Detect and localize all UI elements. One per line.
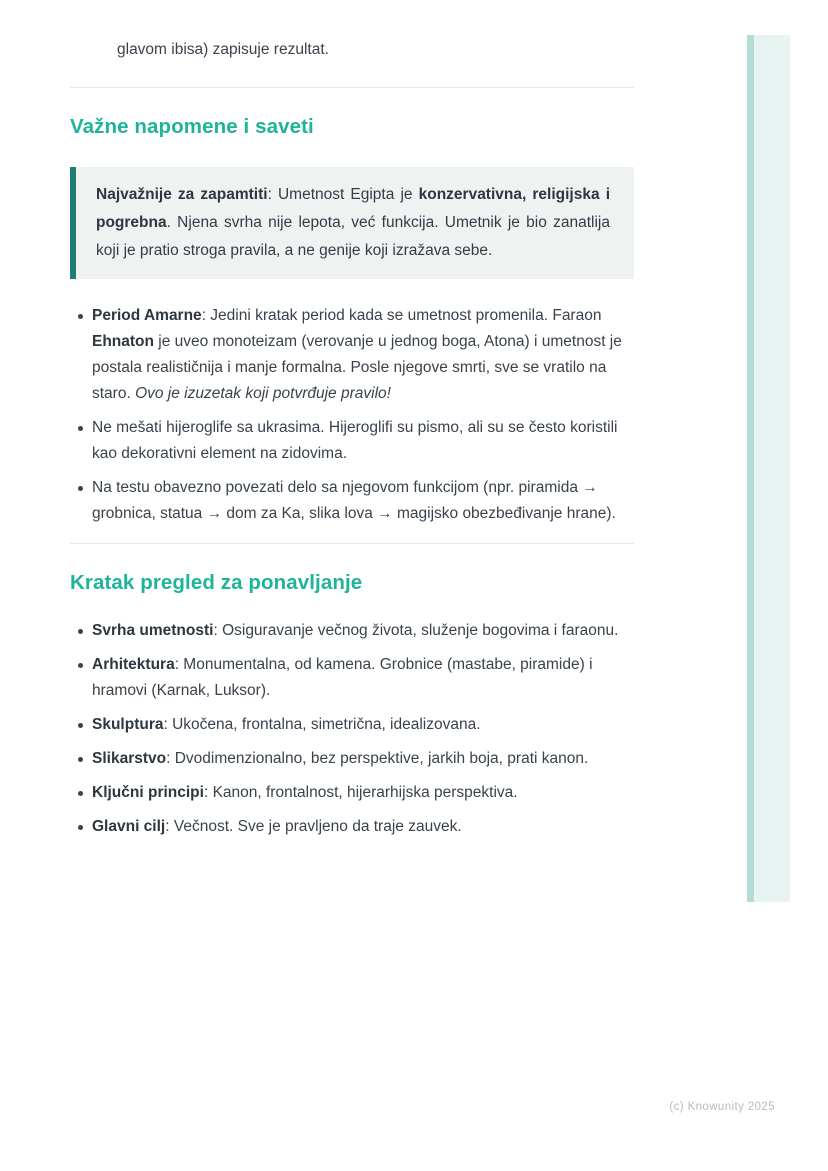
- list-item: [70, 475, 634, 527]
- text-segment: : Ukočena, frontalna, simetrična, idealizovana.: [163, 716, 481, 733]
- text-segment: Ovo je izuzetak koji potvrđuje pravilo!: [135, 385, 391, 402]
- text-segment: : Umetnost Egipta je: [267, 186, 419, 203]
- list-item: [70, 652, 634, 704]
- list-item: [70, 618, 634, 644]
- page-edge-accent-bar: [747, 35, 790, 902]
- footer-copyright: (c) Knowunity 2025: [669, 1101, 775, 1113]
- section-heading-notes: Važne napomene i saveti: [70, 115, 314, 138]
- text-segment: : Dvodimenzionalno, bez perspektive, jarkih boja, prati kanon.: [166, 750, 589, 767]
- text-segment: : Jedini kratak period kada se umetnost promenila. Faraon: [201, 307, 602, 324]
- text-segment: Period Amarne: [92, 307, 202, 324]
- list-item: [70, 712, 634, 738]
- list-item: [70, 303, 634, 407]
- text-segment: . Njena svrha nije lepota, već funkcija. Umetnik je bio zanatlija koji je pratio stroga pravila, a ne genije koji izražava sebe.: [96, 214, 610, 259]
- continuation-paragraph: glavom ibisa) zapisuje rezultat.: [117, 41, 329, 58]
- list-item: [70, 746, 634, 772]
- text-segment: konzervativna, religijska i pogrebna: [96, 186, 611, 231]
- notes-bullet-list: [70, 303, 634, 527]
- text-segment: Arhitektura: [92, 656, 175, 673]
- text-segment: Ključni principi: [92, 784, 204, 801]
- list-item: [70, 780, 634, 806]
- text-segment: Slikarstvo: [92, 750, 167, 767]
- callout-text: [96, 181, 610, 265]
- text-segment: : Osiguravanje večnog života, služenje bogovima i faraonu.: [213, 622, 619, 639]
- text-segment: Na testu obavezno povezati delo sa njegovom funkcijom (npr. piramida → grobnica, statua → dom za Ka, slika lova → magijsko obezbeđivanje hrane).: [92, 479, 616, 522]
- text-segment: : Kanon, frontalnost, hijerarhijska perspektiva.: [203, 784, 518, 801]
- list-item: [70, 415, 634, 467]
- text-segment: Ne mešati hijeroglife sa ukrasima. Hijeroglifi su pismo, ali su se često koristili kao dekorativni element na zidovima.: [92, 419, 618, 462]
- document-content-column: [70, 0, 634, 848]
- section-divider: [70, 87, 634, 88]
- section-heading-review: Kratak pregled za ponavljanje: [70, 571, 363, 594]
- section-divider: [70, 543, 634, 544]
- text-segment: Najvažnije za zapamtiti: [96, 186, 268, 203]
- text-segment: Skulptura: [92, 716, 164, 733]
- text-segment: : Večnost. Sve je pravljeno da traje zauvek.: [165, 818, 462, 835]
- text-segment: Svrha umetnosti: [92, 622, 214, 639]
- text-segment: je uveo monoteizam (verovanje u jednog boga, Atona) i umetnost je postala realističnija i manje formalna. Posle njegove smrti, sve se vratilo na staro.: [92, 333, 622, 402]
- text-segment: Ehnaton: [92, 333, 154, 350]
- callout-box: [70, 167, 634, 279]
- text-segment: : Monumentalna, od kamena. Grobnice (mastabe, piramide) i hramovi (Karnak, Luksor).: [92, 656, 593, 699]
- list-item: [70, 814, 634, 840]
- review-bullet-list: [70, 618, 634, 840]
- text-segment: Glavni cilj: [92, 818, 166, 835]
